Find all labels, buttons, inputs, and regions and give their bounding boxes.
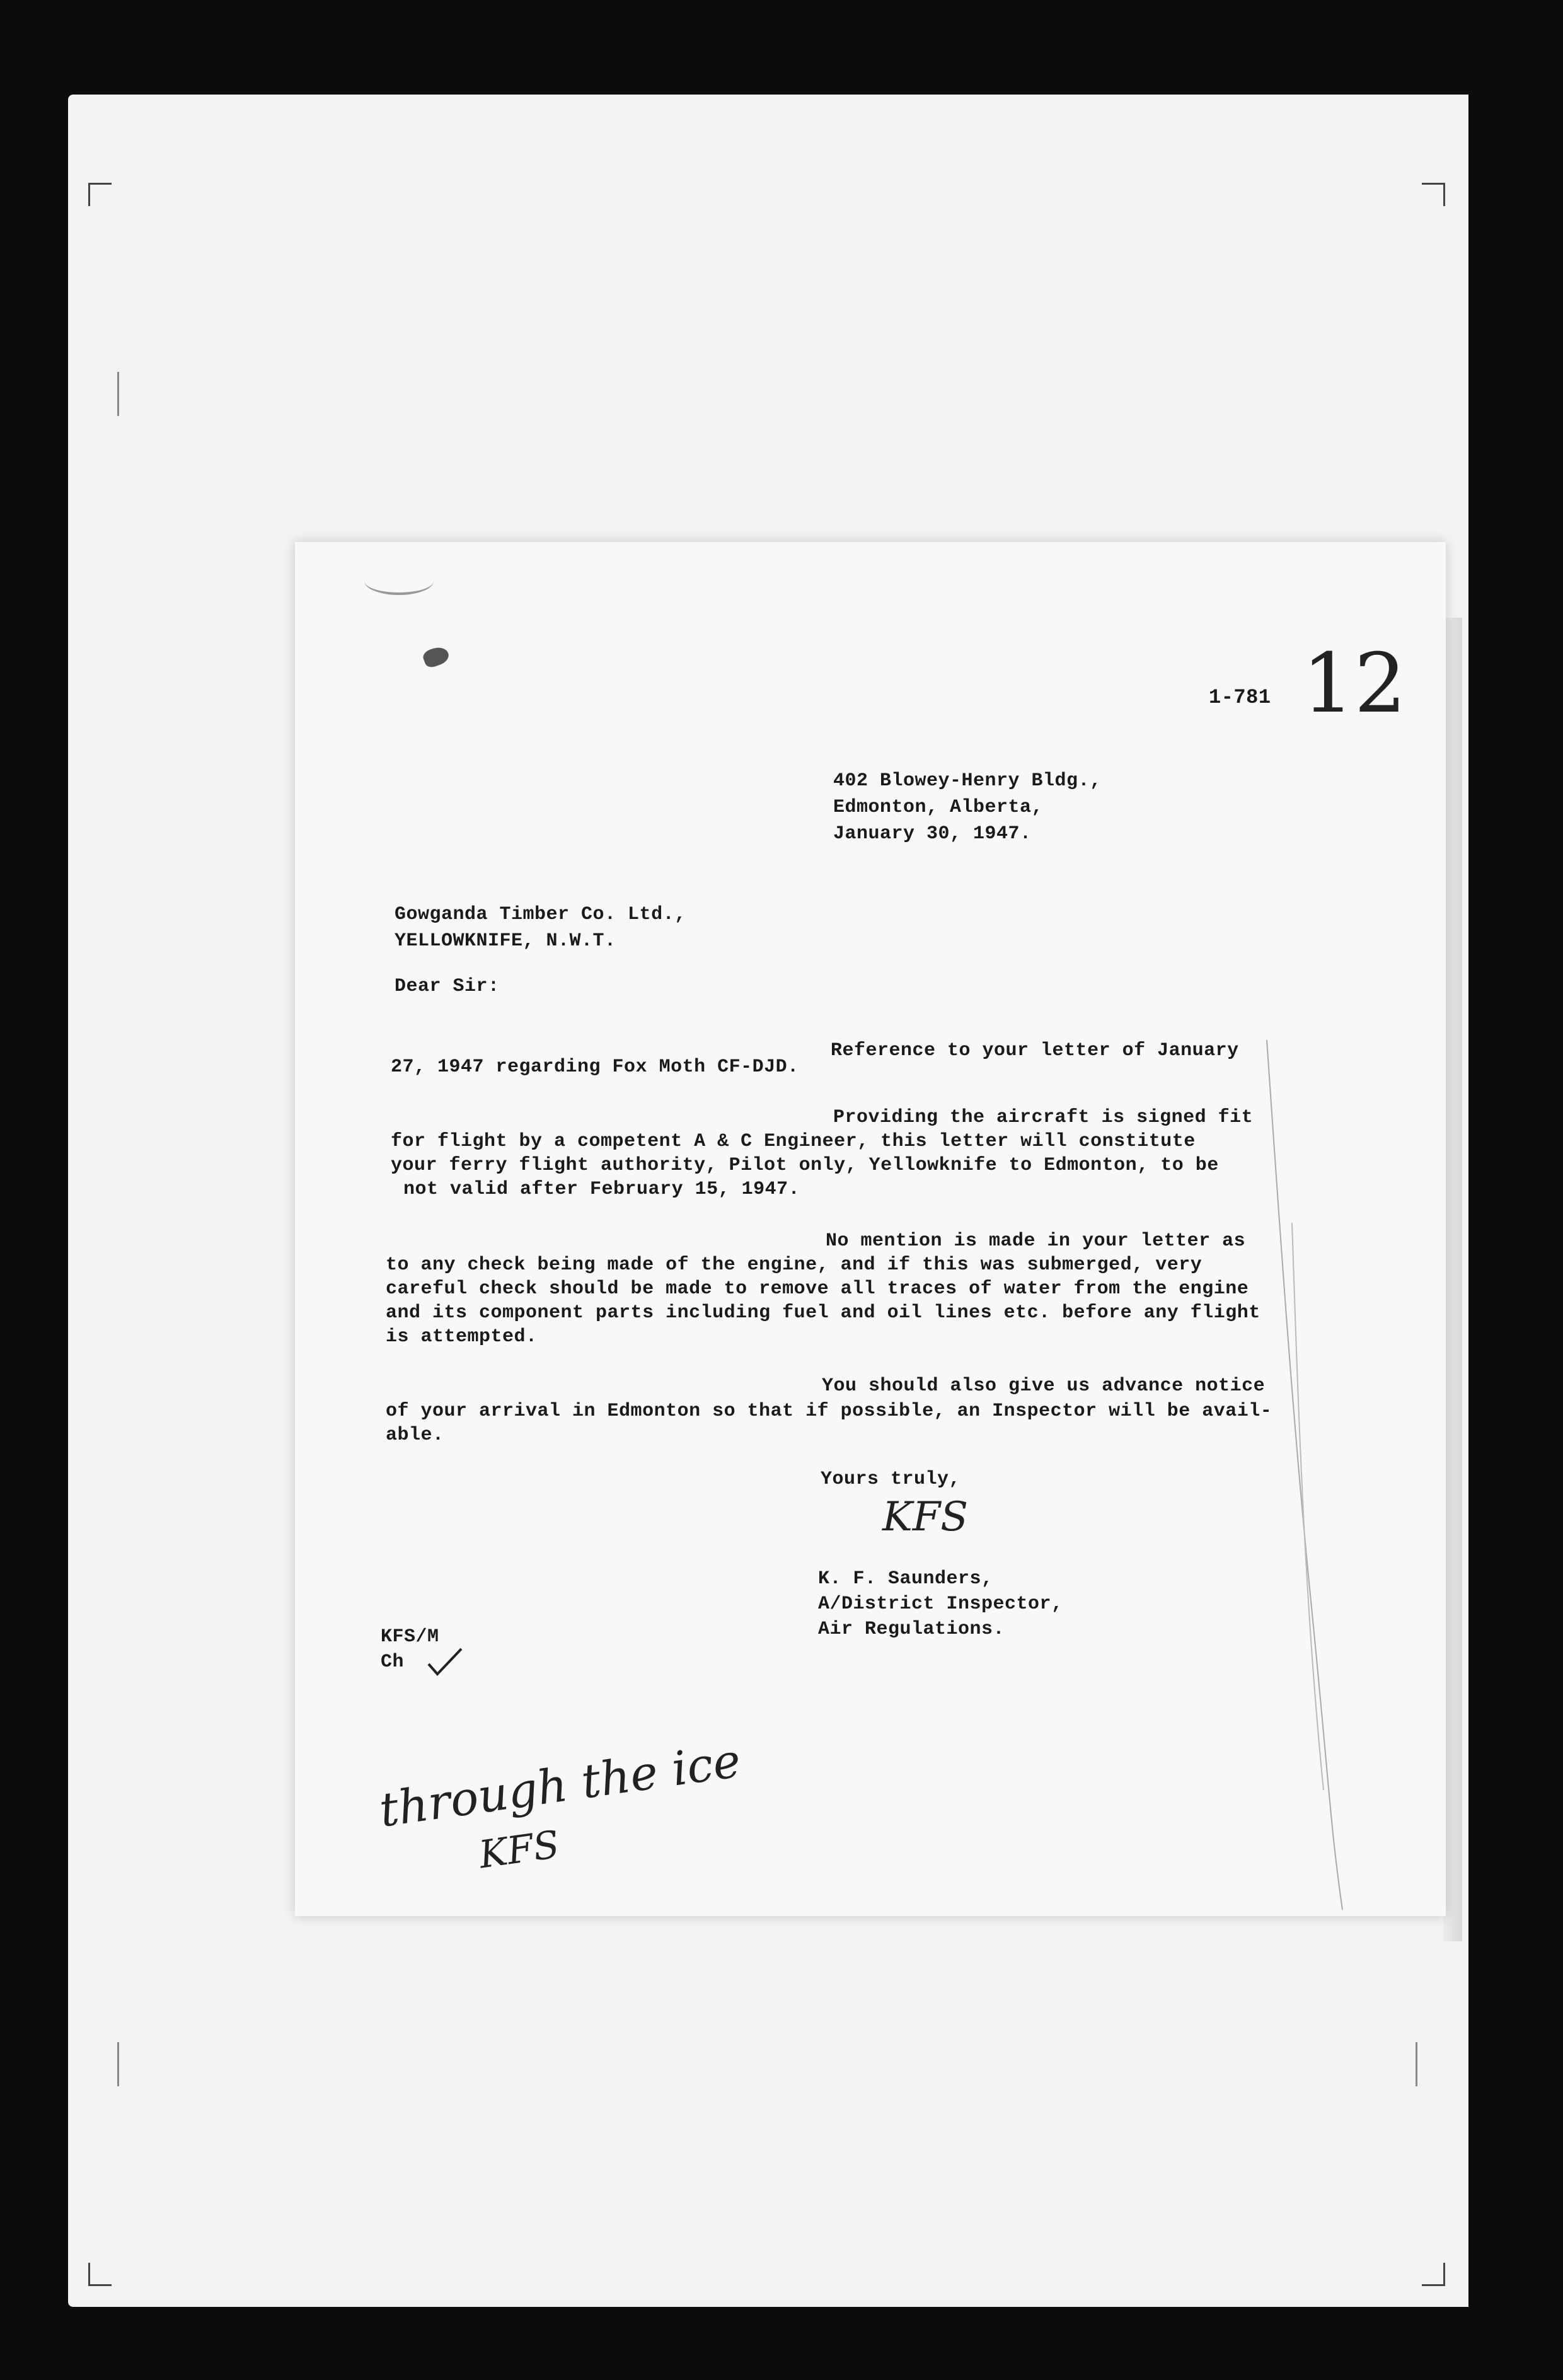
body-line: Reference to your letter of January	[831, 1040, 1239, 1061]
body-line: Providing the aircraft is signed fit	[833, 1107, 1254, 1128]
registration-mark	[117, 372, 119, 416]
crop-mark-bottom-right	[1422, 2263, 1445, 2286]
body-line: No mention is made in your letter as	[826, 1230, 1246, 1252]
recipient-line: YELLOWKNIFE, N.W.T.	[395, 930, 616, 952]
body-line: 27, 1947 regarding Fox Moth CF-DJD.	[391, 1056, 799, 1078]
checkmark-icon	[426, 1646, 464, 1678]
copy-initials: Ch	[381, 1651, 405, 1673]
body-line: is attempted.	[386, 1326, 538, 1348]
crop-mark-top-right	[1422, 183, 1445, 206]
crop-mark-top-left	[88, 183, 112, 206]
registration-mark	[117, 2042, 119, 2086]
paper-backing	[1443, 618, 1462, 1941]
body-line: not valid after February 15, 1947.	[403, 1179, 800, 1200]
paper-tear	[364, 567, 434, 595]
date-line: January 30, 1947.	[833, 823, 1032, 845]
address-line: 402 Blowey-Henry Bldg.,	[833, 770, 1102, 792]
page-number: 12	[1302, 635, 1407, 731]
registration-mark	[1416, 2042, 1417, 2086]
signatory-title: A/District Inspector,	[818, 1593, 1063, 1615]
typist-initials: KFS/M	[381, 1626, 439, 1648]
body-line: for flight by a competent A & C Engineer, this letter will constitute	[391, 1131, 1196, 1152]
body-line: and its component parts including fuel and oil lines etc. before any flight	[386, 1302, 1260, 1324]
signatory-dept: Air Regulations.	[818, 1619, 1005, 1640]
body-line: to any check being made of the engine, and if this was submerged, very	[386, 1254, 1203, 1276]
signature-initials: KFS	[882, 1494, 969, 1540]
body-line: careful check should be made to remove all traces of water from the engine	[386, 1278, 1249, 1300]
body-line: your ferry flight authority, Pilot only, Yellowknife to Edmonton, to be	[391, 1155, 1219, 1176]
body-line: You should also give us advance notice	[822, 1375, 1266, 1397]
document-number: 1-781	[1209, 686, 1271, 709]
salutation: Dear Sir:	[395, 976, 500, 997]
crop-mark-bottom-left	[88, 2263, 112, 2286]
recipient-line: Gowganda Timber Co. Ltd.,	[395, 904, 686, 925]
paper-scratch-marks	[1254, 1034, 1355, 1916]
handwritten-initials: KFS	[476, 1822, 562, 1878]
handwritten-note: through the ice	[376, 1733, 744, 1838]
signatory-name: K. F. Saunders,	[818, 1568, 993, 1590]
body-line: able.	[386, 1424, 444, 1446]
address-line: Edmonton, Alberta,	[833, 797, 1044, 818]
closing: Yours truly,	[821, 1469, 961, 1490]
film-edge-right	[1468, 95, 1490, 2307]
body-line: of your arrival in Edmonton so that if possible, an Inspector will be avail-	[386, 1401, 1272, 1422]
